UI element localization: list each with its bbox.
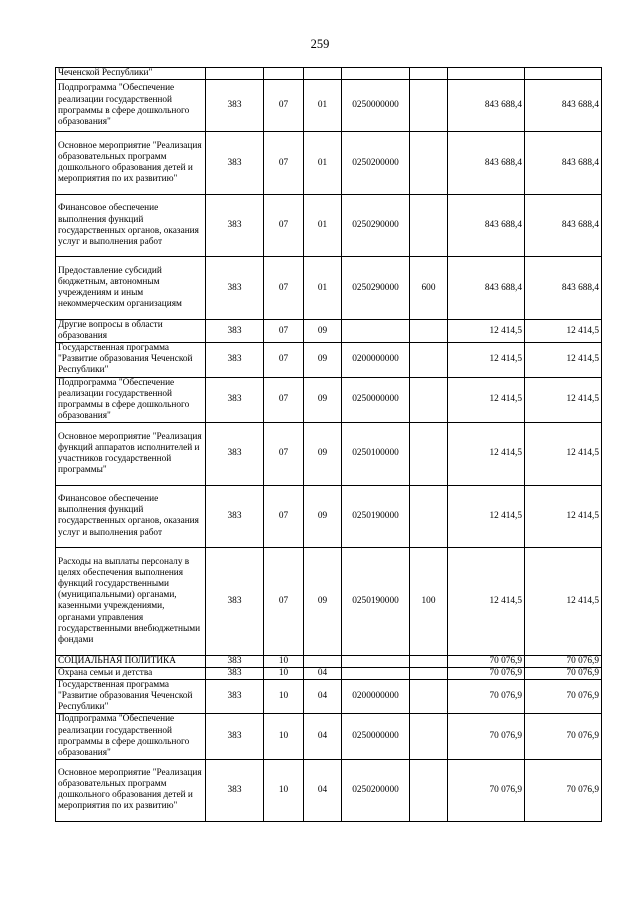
table-cell-amount: 12 414,5 (525, 343, 602, 377)
table-cell-section: 07 (264, 485, 304, 547)
table-cell-name: Подпрограмма "Обеспечение реализации государственной программы в сфере дошкольного образования" (56, 714, 206, 759)
table-cell-amount: 70 076,9 (448, 680, 525, 714)
table-cell-section: 07 (264, 547, 304, 655)
table-cell-section: 10 (264, 655, 304, 667)
table-cell-name: Предоставление субсидий бюджетным, автономным учреждениям и иным некоммерческим организациям (56, 257, 206, 320)
table-cell-name: Финансовое обеспечение выполнения функций государственных органов, оказания услуг и выполнения работ (56, 485, 206, 547)
table-row (56, 320, 602, 343)
table-cell-target: 0250000000 (342, 377, 410, 422)
table-cell-vr: 100 (410, 547, 448, 655)
table-cell-vr (410, 132, 448, 195)
table-cell-section: 10 (264, 668, 304, 680)
table-cell-subsection: 09 (304, 485, 342, 547)
table-cell-section: 07 (264, 257, 304, 320)
table-cell-amount: 70 076,9 (448, 714, 525, 759)
table-cell-amount: 843 688,4 (525, 80, 602, 132)
table-cell-vr (410, 759, 448, 821)
table-row (56, 422, 602, 485)
table-row (56, 132, 602, 195)
table-cell-subsection: 01 (304, 132, 342, 195)
table-cell-vr (410, 320, 448, 343)
table-cell-subsection: 04 (304, 680, 342, 714)
table-cell-name: Финансовое обеспечение выполнения функций государственных органов, оказания услуг и выполнения работ (56, 195, 206, 257)
table-cell-target: 0250290000 (342, 257, 410, 320)
table-cell-name: СОЦИАЛЬНАЯ ПОЛИТИКА (56, 655, 206, 667)
table-cell-subsection: 09 (304, 377, 342, 422)
table-cell-section: 07 (264, 132, 304, 195)
table-cell-admin: 383 (206, 195, 264, 257)
table-cell-amount: 12 414,5 (525, 377, 602, 422)
table-cell-amount: 12 414,5 (448, 422, 525, 485)
table-cell-admin: 383 (206, 668, 264, 680)
table-cell-vr (410, 80, 448, 132)
table-cell-amount: 70 076,9 (448, 655, 525, 667)
table-cell-target: 0250190000 (342, 547, 410, 655)
table-cell-target: 0200000000 (342, 680, 410, 714)
table-cell-admin: 383 (206, 132, 264, 195)
table-cell-admin (206, 68, 264, 80)
table-cell-target: 0250000000 (342, 80, 410, 132)
table-cell-target (342, 320, 410, 343)
page-number: 259 (310, 37, 330, 51)
table-cell-amount: 12 414,5 (448, 320, 525, 343)
table-cell-name: Государственная программа "Развитие образования Чеченской Республики" (56, 680, 206, 714)
table-cell-name: Расходы на выплаты персоналу в целях обеспечения выполнения функций государственными (муниципальными) органами, казенными учреждениями, органами управления государственными внебюджетными фондами (56, 547, 206, 655)
table-cell-vr (410, 343, 448, 377)
table-row (56, 257, 602, 320)
table-cell-subsection: 04 (304, 668, 342, 680)
table-row (56, 668, 602, 680)
table-cell-subsection: 09 (304, 320, 342, 343)
table-cell-name: Охрана семьи и детства (56, 668, 206, 680)
table-row (56, 485, 602, 547)
table-cell-vr (410, 680, 448, 714)
table-cell-amount: 843 688,4 (525, 195, 602, 257)
table-cell-amount: 843 688,4 (448, 195, 525, 257)
table-row (56, 195, 602, 257)
table-cell-section: 07 (264, 80, 304, 132)
table-cell-target: 0250200000 (342, 132, 410, 195)
table-cell-section: 10 (264, 759, 304, 821)
table-cell-section: 10 (264, 714, 304, 759)
table-cell-section: 07 (264, 343, 304, 377)
table-cell-amount (448, 68, 525, 80)
table-cell-amount (525, 68, 602, 80)
table-cell-vr (410, 668, 448, 680)
table-row (56, 377, 602, 422)
table-cell-section: 07 (264, 422, 304, 485)
table-cell-subsection: 04 (304, 759, 342, 821)
table-cell-amount: 70 076,9 (525, 714, 602, 759)
table-cell-amount: 843 688,4 (448, 257, 525, 320)
table-cell-admin: 383 (206, 320, 264, 343)
table-cell-subsection: 09 (304, 422, 342, 485)
table-cell-section: 07 (264, 195, 304, 257)
table-cell-name: Государственная программа "Развитие образования Чеченской Республики" (56, 343, 206, 377)
table-cell-subsection (304, 68, 342, 80)
table-cell-name: Основное мероприятие "Реализация образовательных программ дошкольного образования детей и мероприятия по их развитию" (56, 759, 206, 821)
table-cell-section (264, 68, 304, 80)
table-cell-amount: 843 688,4 (525, 257, 602, 320)
budget-table (55, 67, 602, 822)
table-row (56, 80, 602, 132)
table-cell-target: 0250290000 (342, 195, 410, 257)
table-cell-amount: 70 076,9 (525, 680, 602, 714)
table-cell-subsection: 01 (304, 257, 342, 320)
table-cell-admin: 383 (206, 377, 264, 422)
table-cell-name: Основное мероприятие "Реализация образовательных программ дошкольного образования детей и мероприятия по их развитию" (56, 132, 206, 195)
table-cell-amount: 12 414,5 (525, 422, 602, 485)
table-cell-admin: 383 (206, 655, 264, 667)
table-cell-amount: 70 076,9 (448, 668, 525, 680)
table-cell-vr (410, 195, 448, 257)
table-cell-name: Чеченской Республики" (56, 68, 206, 80)
table-cell-target: 0250190000 (342, 485, 410, 547)
table-body (56, 68, 602, 822)
table-cell-vr (410, 655, 448, 667)
table-cell-vr (410, 714, 448, 759)
table-cell-vr (410, 377, 448, 422)
table-cell-admin: 383 (206, 257, 264, 320)
table-row (56, 680, 602, 714)
table-cell-subsection (304, 655, 342, 667)
table-cell-amount: 70 076,9 (525, 759, 602, 821)
table-row (56, 68, 602, 80)
table-cell-amount: 843 688,4 (525, 132, 602, 195)
table-cell-target: 0200000000 (342, 343, 410, 377)
table-cell-target: 0250100000 (342, 422, 410, 485)
table-cell-subsection: 01 (304, 195, 342, 257)
table-cell-name: Подпрограмма "Обеспечение реализации государственной программы в сфере дошкольного образования" (56, 377, 206, 422)
table-cell-admin: 383 (206, 759, 264, 821)
table-cell-amount: 12 414,5 (525, 485, 602, 547)
table-cell-amount: 12 414,5 (448, 547, 525, 655)
table-cell-vr (410, 68, 448, 80)
table-cell-target (342, 668, 410, 680)
table-cell-subsection: 09 (304, 547, 342, 655)
table-cell-amount: 12 414,5 (448, 485, 525, 547)
table-cell-admin: 383 (206, 80, 264, 132)
table-cell-subsection: 09 (304, 343, 342, 377)
table-cell-target: 0250000000 (342, 714, 410, 759)
table-cell-admin: 383 (206, 422, 264, 485)
table-cell-amount: 70 076,9 (525, 655, 602, 667)
table-cell-name: Подпрограмма "Обеспечение реализации государственной программы в сфере дошкольного образования" (56, 80, 206, 132)
table-row (56, 759, 602, 821)
table-row (56, 547, 602, 655)
table-cell-amount: 12 414,5 (448, 377, 525, 422)
table-cell-target: 0250200000 (342, 759, 410, 821)
table-cell-section: 07 (264, 320, 304, 343)
table-cell-vr (410, 422, 448, 485)
table-cell-amount: 843 688,4 (448, 80, 525, 132)
table-cell-name: Основное мероприятие "Реализация функций аппаратов исполнителей и участников государственной программы" (56, 422, 206, 485)
table-row (56, 714, 602, 759)
table-cell-admin: 383 (206, 680, 264, 714)
table-cell-subsection: 04 (304, 714, 342, 759)
table-cell-name: Другие вопросы в области образования (56, 320, 206, 343)
table-cell-amount: 12 414,5 (525, 320, 602, 343)
table-cell-admin: 383 (206, 714, 264, 759)
table-cell-amount: 843 688,4 (448, 132, 525, 195)
table-cell-target (342, 68, 410, 80)
table-cell-section: 07 (264, 377, 304, 422)
table-cell-section: 10 (264, 680, 304, 714)
table-cell-vr: 600 (410, 257, 448, 320)
table-cell-amount: 70 076,9 (525, 668, 602, 680)
table-cell-subsection: 01 (304, 80, 342, 132)
table-cell-target (342, 655, 410, 667)
table-cell-admin: 383 (206, 547, 264, 655)
table-cell-amount: 12 414,5 (448, 343, 525, 377)
table-cell-vr (410, 485, 448, 547)
table-cell-admin: 383 (206, 343, 264, 377)
table-cell-amount: 12 414,5 (525, 547, 602, 655)
table-row (56, 343, 602, 377)
table-row (56, 655, 602, 667)
table-cell-admin: 383 (206, 485, 264, 547)
table-cell-amount: 70 076,9 (448, 759, 525, 821)
